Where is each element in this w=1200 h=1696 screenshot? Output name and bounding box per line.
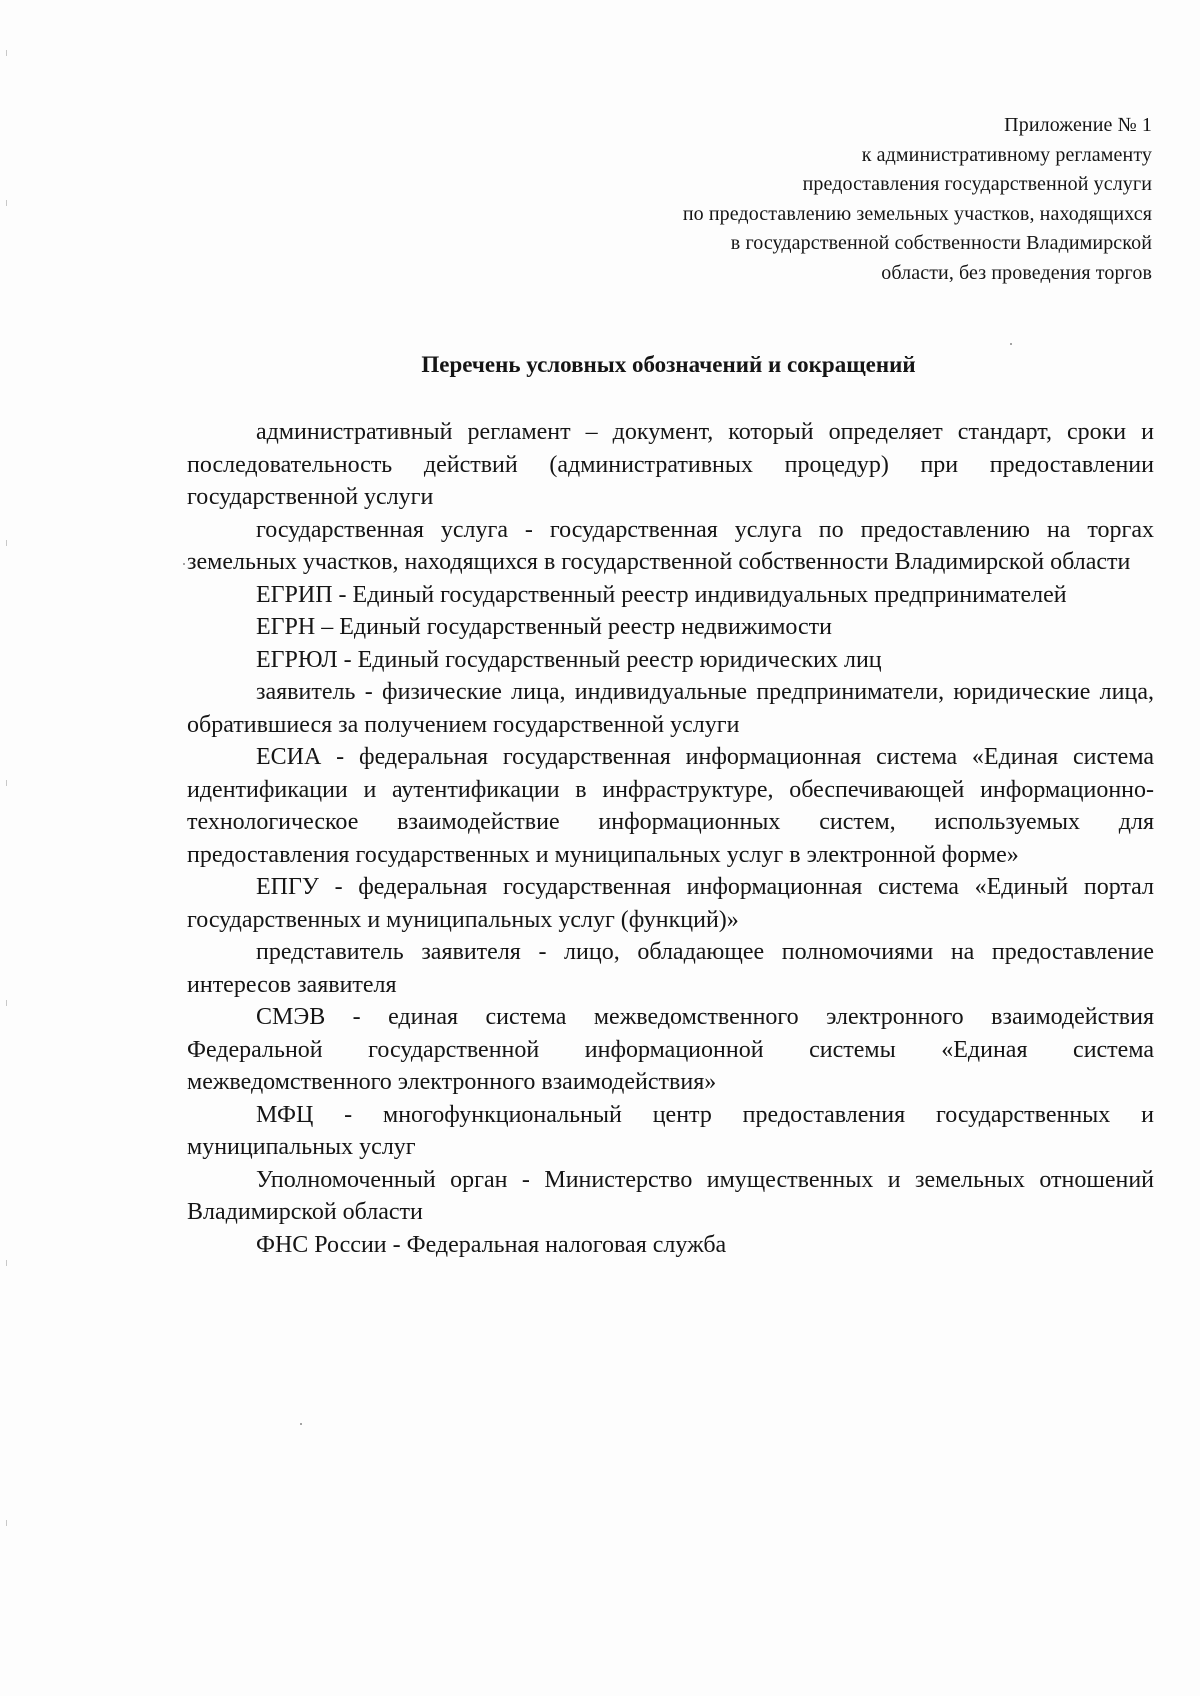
header-line: к административному регламенту bbox=[861, 143, 1152, 166]
header-line: предоставления государственной услуги bbox=[802, 173, 1152, 195]
definition-item: административный регламент – документ, который определяет стандарт, сроки и последовательность действий (административных процедур) при предоставлении государственной услуги bbox=[187, 419, 1154, 510]
definition-item: ЕГРИП - Единый государственный реестр индивидуальных предпринимателей bbox=[256, 581, 1067, 608]
header-line: в государственной собственности Владимирской bbox=[730, 232, 1152, 254]
scan-speck bbox=[183, 563, 185, 565]
definition-item: СМЭВ - единая система межведомственного электронного взаимодействия Федеральной государственной информационной системы «Единая система межведомственного электронного взаимодействия» bbox=[187, 1004, 1154, 1095]
definition-item: МФЦ - многофункциональный центр предоставления государственных и муниципальных услуг bbox=[187, 1101, 1154, 1160]
definitions-list bbox=[187, 416, 1154, 1261]
scan-speck bbox=[1010, 343, 1012, 345]
definition-item: ЕГРЮЛ - Единый государственный реестр юридических лиц bbox=[256, 646, 882, 673]
definition-item: государственная услуга - государственная услуга по предоставлению на торгах земельных участков, находящихся в государственной собственности Владимирской области bbox=[187, 516, 1154, 575]
definition-item: Уполномоченный орган - Министерство имущественных и земельных отношений Владимирской области bbox=[187, 1166, 1154, 1225]
page-title: Перечень условных обозначений и сокращений bbox=[421, 352, 916, 377]
definition-item: ЕСИА - федеральная государственная информационная система «Единая система идентификации и аутентификации в инфраструктуре, обеспечивающей информационно-технологическое взаимодействие информационных систем, используемых для предоставления государственных и муниципальных услуг в электронной форме» bbox=[187, 744, 1154, 868]
definition-item: ФНС России - Федеральная налоговая служба bbox=[256, 1231, 727, 1258]
scan-edge-marks bbox=[4, 20, 12, 1670]
header-line: области, без проведения торгов bbox=[881, 261, 1152, 284]
scan-speck bbox=[300, 1423, 302, 1425]
header-line: Приложение № 1 bbox=[1004, 114, 1152, 136]
definition-item: заявитель - физические лица, индивидуальные предприниматели, юридические лица, обратившиеся за получением государственной услуги bbox=[187, 679, 1154, 738]
definition-item: ЕГРН – Единый государственный реестр недвижимости bbox=[256, 614, 833, 640]
definition-item: ЕПГУ - федеральная государственная информационная система «Единый портал государственных и муниципальных услуг (функций)» bbox=[187, 874, 1154, 933]
definition-item: представитель заявителя - лицо, обладающее полномочиями на предоставление интересов заявителя bbox=[187, 939, 1154, 998]
appendix-header bbox=[683, 111, 1152, 288]
header-line: по предоставлению земельных участков, находящихся bbox=[682, 202, 1152, 225]
